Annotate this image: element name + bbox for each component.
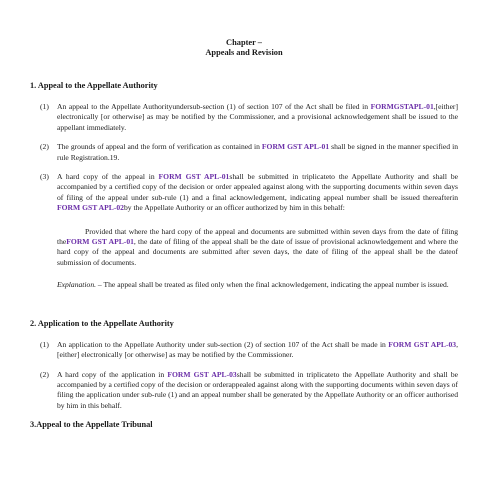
section-1-clause-1: [30, 102, 458, 133]
form-reference: FORM GST APL-01: [261, 142, 330, 152]
clause-number: (1): [40, 102, 49, 111]
section-1-clause-2: [30, 142, 458, 163]
clause-text: A hard copy of the appeal in: [57, 172, 159, 182]
section-2-clause-1: [30, 340, 458, 361]
section-2-heading: 2. Application to the Appellate Authority: [30, 318, 174, 328]
clause-text: by the Appellate Authority or an officer authorized by him in this behalf:: [123, 203, 345, 213]
clause-text: shall be submitted in triplicateto the Appellate Authority and shall be accompanied by a certified copy of the decision or order appealed against along with the supporting documents within seven days of filing of the appeal under sub-rule (1) and a final acknowledgement, indicating appeal number shall be issued thereafterin: [57, 172, 458, 202]
clause-text: shall be signed in the manner specified in rule Registration.19.: [57, 142, 458, 162]
proviso-text: Provided that where the hard copy of the appeal and documents are submitted within seven days from the date of filing the: [57, 226, 458, 247]
explanation-label: Explanation.: [57, 280, 97, 290]
form-reference: FORMGSTAPL-01: [370, 102, 434, 111]
clause-text: ,[either] electronically [or otherwise] as may be notified by the Commissioner, and a provisional acknowledgement shall be issued to the appellant immediately.: [57, 102, 458, 132]
section-1-proviso: [30, 227, 458, 269]
clause-text: An appeal to the Appellate Authorityundersub-section (1) of section 107 of the Act shall be filed in: [57, 102, 371, 111]
clause-number: (1): [40, 339, 49, 349]
form-reference: FORM GST APL-01: [66, 237, 134, 247]
clause-text: ,[either] electronically [or otherwise] as may be notified by the Commissioner.: [57, 339, 458, 360]
clause-text: shall be submitted in triplicateto the Appellate Authority and shall be accompanied by a certified copy of the decision or orderappealed against along with the supporting documents within seven days of filing the application under sub-rule (1) and an appeal number shall be generated by the Appellate Authority or an officer authorised by him in this behalf.: [57, 369, 458, 410]
section-1-clause-3: [30, 172, 458, 214]
clause-number: (2): [40, 369, 49, 379]
clause-number: (3): [40, 172, 49, 182]
section-1-heading: 1. Appeal to the Appellate Authority: [30, 81, 158, 90]
chapter-title: Chapter –: [226, 38, 262, 47]
section-2-clause-2: [30, 370, 458, 412]
clause-text: A hard copy of the application in: [57, 369, 168, 379]
section-3-heading: 3.Appeal to the Appellate Tribunal: [30, 420, 153, 430]
form-reference: FORM GST APL-03: [388, 339, 457, 349]
clause-number: (2): [40, 142, 49, 152]
section-1-explanation: [30, 280, 458, 290]
chapter-subtitle: Appeals and Revision: [205, 48, 283, 57]
explanation-text: – The appeal shall be treated as filed only when the final acknowledgement, indicating the appeal number is issued.: [96, 280, 449, 290]
proviso-text: , the date of filing of the appeal shall be the date of issue of provisional acknowledgement and where the hard copy of the appeal and documents are submitted after seven days, the date of filing of the appeal shall be the dateof submission of documents.: [57, 237, 458, 267]
clause-text: An application to the Appellate Authority under sub-section (2) of section 107 of the Act shall be made in: [57, 339, 389, 349]
form-reference: FORM GST APL-02: [57, 203, 124, 213]
form-reference: FORM GST APL-01: [158, 172, 230, 182]
clause-text: The grounds of appeal and the form of verification as contained in: [57, 142, 262, 152]
form-reference: FORM GST APL-03: [167, 369, 237, 379]
